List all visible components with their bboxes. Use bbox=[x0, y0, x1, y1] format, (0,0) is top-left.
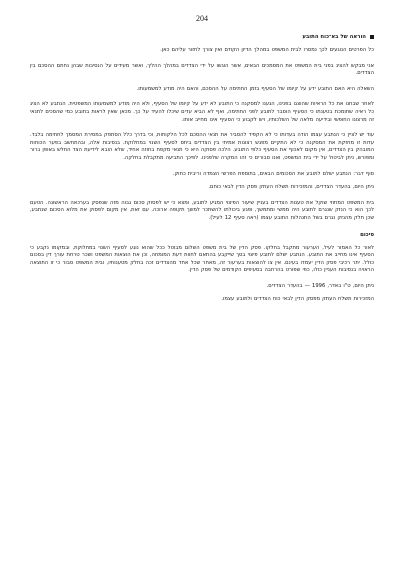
closing-line: המזכירות תשלח העתק מפסק הדין לבאי כוח הצדדים ולתובע עצמו. bbox=[221, 296, 374, 303]
summary-heading: סיכום bbox=[360, 231, 374, 238]
paragraph-5: עוד יש לציין כי הנתבע עצמו הודה בעדותו כי לא הקפיד להסביר את תנאי ההסכם לכל הלקוחות, וכי בדרך כלל הסתפק במסירת המסמך לחתימה בלבד. עדות זו מחזקת את המסקנה כי לא התקיים מפגש רצונות אמיתי בין הצדדים ביחס לסעיף השנוי במחלוקת. בנסיבות אלה, ובהתחשב בפער הכוחות המובהק בין הצדדים, אין מקום לאכוף את הסעיף כלפי התובע. הלכה פסוקה היא כי תנאי מקפח בחוזה אחיד, שלא הובא לידיעת הצד החלש באופן ברור ומפורש, ניתן לביטול על ידי בית המשפט, ואנו סבורים כי זהו המקרה שלפנינו. לפיכך התביעה מתקבלת בחלקה. bbox=[30, 132, 374, 161]
paragraph-1: כל הפרטים הנוגעים לכך נמסרו לבית המשפט במהלך הדיון הקודם ואין צורך לחזור עליהם כאן. bbox=[160, 47, 374, 53]
date-line: ניתן היום, ט"ו באדר, 1996 — בהעדר הצדדים. bbox=[266, 282, 374, 289]
paragraph-4: לאחר שבחנו את כל הראיות שהוצגו בפנינו, הגענו למסקנה כי התובע לא ידע על קיומו של הסעיף, ולא היה מודע למשמעותו המשפטית. הנתבע לא הציג כל ראיה שתומכת בטענתו כי הסעיף הוסבר לתובע לפני החתימה, ואף לא הביא עדים שיכלו להעיד על כך. מכאן שאין לראות בתובע כמי שהסכים לתנאי זה מרצונו החופשי ובידיעה מלאה של השלכותיו, ויש לקבוע כי הסעיף אינו מחייב אותו. bbox=[30, 101, 374, 123]
paragraph-8: בית המשפט המחוזי שוקל את טענות הצדדים בעניין שיעור הפיצוי המגיע לתובע, ומצא כי יש לפסוק סכום גבוה מזה שנפסק בערכאה הראשונה. הטעם לכך הוא כי הנזק שנגרם לתובע היה ממשי ומתמשך, ופגע ביכולתו להשתכר למשך תקופה ארוכה. עם זאת, אין מקום לפסוק את מלוא הסכום שנתבע, שכן חלק מהנזק נגרם בשל התנהלות התובע עצמו (ראה סעיף 12 לעיל). bbox=[30, 199, 374, 221]
section-heading: הוראה של בא־כוח התובע bbox=[30, 33, 374, 41]
paragraph-6: סוף דבר: הנתבע ישלם לתובע את הסכומים הבאים, בתוספת הפרשי הצמדה וריבית כחוק. bbox=[172, 170, 374, 177]
bullet-icon bbox=[370, 35, 374, 39]
paragraph-7: ניתן היום, בהעדר הצדדים, והמזכירות תשלח העתק פסק הדין לבאי כוחם. bbox=[208, 184, 374, 191]
paragraph-2: אני מבקש להציג בפני בית המשפט את המסמכים הבאים, אשר הוגשו על ידי הצדדים במהלך ההליך, ואשר מעידים על הנסיבות שבהן נחתם ההסכם בין הצדדים. bbox=[30, 62, 374, 77]
page-number: 204 bbox=[196, 14, 208, 23]
paragraph-9: לאור כל האמור לעיל, הערעור מתקבל בחלקו. פסק הדין של בית משפט השלום מבוטל ככל שהוא נוגע לסעיף השנוי במחלוקת, ובמקומו נקבע כי הסעיף אינו מחייב את התובע. הנתבע ישלם לתובע פיצוי בסך שייקבע בהתאם לחוות דעת המומחה, וכן את הוצאות המשפט ושכר טרחת עורך דין בסכום כולל. יתר רכיבי פסק הדין יעמדו בעינם. אין צו להוצאות בערעור זה, מאחר שכל אחד מהצדדים זכה בחלק מטענותיו, ובית המשפט סבור כי זו התוצאה הראויה בנסיבות העניין כולו, כפי שפורט בהרחבה בסעיפים הקודמים של פסק הדין. bbox=[30, 244, 374, 274]
paragraph-3: השאלה היא האם התובע ידע על קיומו של הסעיף בזמן החתימה על ההסכם, והאם היה מודע למשמעותו. bbox=[136, 85, 374, 92]
